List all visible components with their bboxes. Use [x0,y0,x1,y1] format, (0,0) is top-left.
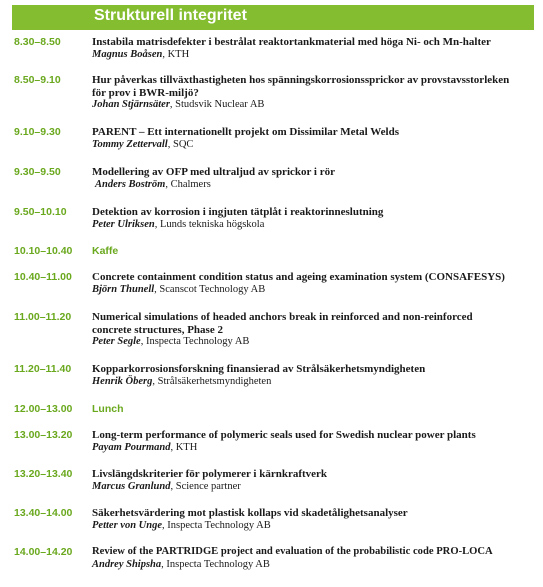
speaker-name: Johan Stjärnsäter [92,99,170,110]
speaker-affiliation: Inspecta Technology AB [166,558,270,570]
session-time: 11.00–11.20 [14,311,72,323]
session-time: 9.50–10.10 [14,206,67,218]
session-speaker-line: Marcus Granlund, Science partner [92,480,241,492]
speaker-affiliation: Inspecta Technology AB [145,336,250,347]
speaker-affiliation: KTH [175,441,198,453]
session-time: 9.10–9.30 [14,126,61,138]
session-title-line-2: för prov i BWR-miljö? [92,86,199,99]
break-label: Lunch [92,403,124,415]
break-time: 12.00–13.00 [14,403,73,415]
session-title: Säkerhetsvärdering mot plastisk kollaps vid skadetålighetsanalyser [92,507,408,519]
session-content [92,546,532,571]
session-speaker-line: Magnus Boåsen, KTH [92,48,190,60]
session-title-line-2: concrete structures, Phase 2 [92,323,223,336]
session-content [92,468,532,493]
speaker-affiliation: Lunds tekniska högskola [159,218,265,230]
session-title: Modellering av OFP med ultraljud av sprickor i rör [92,166,335,178]
speaker-affiliation: Scanscot Technology AB [159,283,266,295]
speaker-affiliation: Inspecta Technology AB [167,519,271,531]
speaker-name: Petter von Unge [92,519,162,531]
session-content [92,206,532,231]
session-time: 9.30–9.50 [14,166,61,178]
session-time: 13.00–13.20 [14,429,73,441]
speaker-affiliation: SQC [172,138,194,150]
break-time: 10.10–10.40 [14,245,73,257]
session-speaker-line: Andrey Shipsha, Inspecta Technology AB [92,558,270,570]
session-content [92,126,532,151]
speaker-affiliation: Science partner [175,480,241,492]
session-speaker-line: Tommy Zettervall, SQC [92,138,194,150]
session-content [92,74,532,112]
session-content [92,507,532,532]
speaker-affiliation: Chalmers [170,178,211,190]
session-title: Livslängdskriterier för polymerer i kärnkraftverk [92,468,328,480]
session-speaker-line: Björn Thunell, Scanscot Technology AB [92,283,266,295]
session-title: Kopparkorrosionsforskning finansierad av Strålsäkerhetsmyndigheten [92,363,426,375]
session-content [92,166,532,191]
session-speaker-line: Peter Ulriksen, Lunds tekniska högskola [92,218,265,230]
session-speaker-line: Petter von Unge, Inspecta Technology AB [92,519,271,531]
session-title: Long-term performance of polymeric seals used for Swedish nuclear power plants [92,429,476,441]
session-time: 8.50–9.10 [14,74,61,86]
speaker-name: Henrik Öberg [92,375,153,387]
speaker-name: Peter Segle [92,336,141,347]
session-time: 11.20–11.40 [14,363,72,375]
break-label: Kaffe [92,245,119,257]
speaker-name: Peter Ulriksen [92,218,155,230]
session-content [92,429,532,454]
session-speaker-line: Johan Stjärnsäter, Studsvik Nuclear AB [92,99,265,110]
session-title: Instabila matrisdefekter i bestrålat reaktortankmaterial med höga Ni- och Mn-halter [92,36,491,48]
speaker-affiliation: Strålsäkerhetsmyndigheten [157,375,272,387]
session-time: 8.30–8.50 [14,36,61,48]
speaker-name: Payam Pourmand [92,441,171,453]
session-speaker-line: Payam Pourmand, KTH [92,441,198,453]
session-content [92,363,532,388]
speaker-name: Magnus Boåsen [92,48,163,60]
break-content [92,245,532,258]
speaker-name: Marcus Granlund [92,480,171,492]
session-time: 13.40–14.00 [14,507,73,519]
session-title: PARENT – Ett internationellt projekt om Dissimilar Metal Welds [92,126,399,138]
speaker-affiliation: KTH [167,48,190,60]
session-time: 10.40–11.00 [14,271,72,283]
session-title-line-1: Hur påverkas tillväxthastigheten hos spänningskorrosionssprickor av provstavsstorleken [92,74,510,86]
session-speaker-line: Anders Boström, Chalmers [95,178,211,190]
session-title: Review of the PARTRIDGE project and evaluation of the probabilistic code PRO-LOCA [92,546,493,557]
session-content [92,271,532,296]
speaker-name: Andrey Shipsha [92,558,162,570]
session-speaker-line: Peter Segle, Inspecta Technology AB [92,336,250,347]
session-title-line-1: Numerical simulations of headed anchors break in reinforced and non-reinforced [92,311,473,323]
speaker-name: Tommy Zettervall [92,138,168,150]
session-title: Concrete containment condition status and ageing examination system (CONSAFESYS) [92,271,505,283]
speaker-affiliation: Studsvik Nuclear AB [175,99,265,110]
session-time: 14.00–14.20 [14,546,73,558]
session-speaker-line: Henrik Öberg, Strålsäkerhetsmyndigheten [92,375,272,387]
session-content [92,36,532,61]
session-content [92,311,532,349]
speaker-name: Anders Boström [95,178,166,190]
section-title: Strukturell integritet [94,7,247,24]
session-title: Detektion av korrosion i ingjuten tätplåt i reaktorinneslutning [92,206,384,218]
section-header [12,5,534,30]
session-time: 13.20–13.40 [14,468,73,480]
break-content [92,403,532,416]
speaker-name: Björn Thunell [92,283,155,295]
